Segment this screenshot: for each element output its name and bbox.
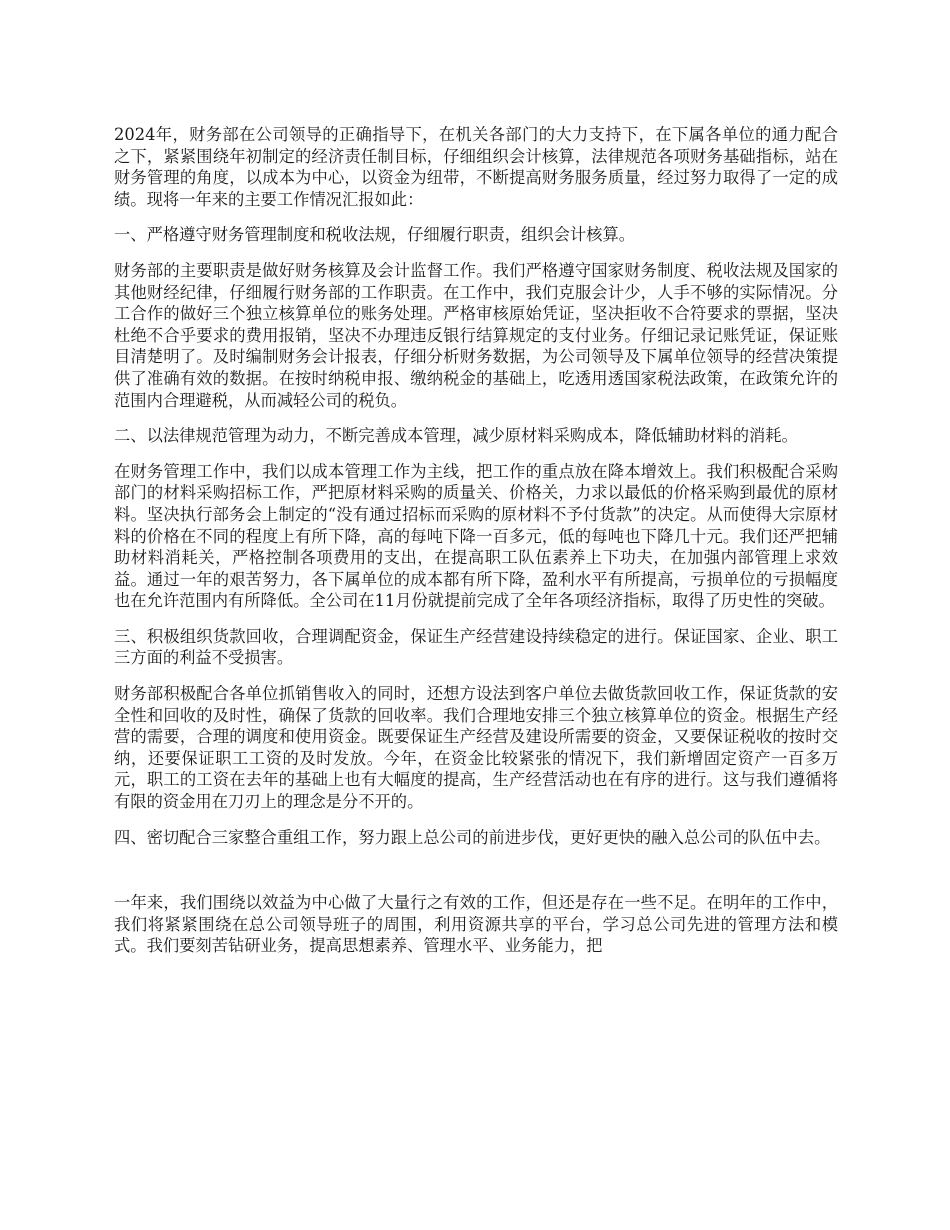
section-heading-3: 三、积极组织货款回收，合理调配资金，保证生产经营建设持续稳定的进行。保证国家、企业、职工三方面的利益不受损害。	[114, 626, 838, 668]
body-paragraph-2: 在财务管理工作中，我们以成本管理工作为主线，把工作的重点放在降本增效上。我们积极配合采购部门的材料采购招标工作，严把原材料采购的质量关、价格关，力求以最低的价格采购到最优的原材料。坚决执行部务会上制定的“没有通过招标而采购的原材料不予付货款”的决定。从而使得大宗原材料的价格在不同的程度上有所下降，高的每吨下降一百多元，低的每吨也下降几十元。我们还严把辅助材料消耗关，严格控制各项费用的支出，在提高职工队伍素养上下功夫，在加强内部管理上求效益。通过一年的艰苦努力，各下属单位的成本都有所下降，盈利水平有所提高，亏损单位的亏损幅度也在允许范围内有所降低。全公司在11月份就提前完成了全年各项经济指标，取得了历史性的突破。	[114, 461, 838, 611]
blank-space	[114, 862, 838, 892]
section-heading-4: 四、密切配合三家整合重组工作，努力跟上总公司的前进步伐，更好更快的融入总公司的队伍中去。	[114, 827, 831, 847]
closing-paragraph: 一年来，我们围绕以效益为中心做了大量行之有效的工作，但还是存在一些不足。在明年的工作中，我们将紧紧围绕在总公司领导班子的周围，利用资源共享的平台，学习总公司先进的管理方法和模式。我们要刻苦钻研业务，提高思想素养、管理水平、业务能力，把	[114, 893, 838, 956]
body-paragraph-3: 财务部积极配合各单位抓销售收入的同时，还想方设法到客户单位去做货款回收工作，保证货款的安全性和回收的及时性，确保了货款的回收率。我们合理地安排三个独立核算单位的资金。根据生产经营的需要，合理的调度和使用资金。既要保证生产经营及建设所需要的资金，又要保证税收的按时交纳，还要保证职工工资的及时发放。今年，在资金比较紧张的情况下，我们新增固定资产一百多万元，职工的工资在去年的基础上也有大幅度的提高，生产经营活动也在有序的进行。这与我们遵循将有限的资金用在刀刃上的理念是分不开的。	[114, 684, 838, 812]
section-heading-1: 一、严格遵守财务管理制度和税收法规，仔细履行职责，组织会计核算。	[114, 225, 636, 245]
intro-paragraph: 2024年，财务部在公司领导的正确指导下，在机关各部门的大力支持下，在下属各单位的通力配合之下，紧紧围绕年初制定的经济责任制目标，仔细组织会计核算，法律规范各项财务基础指标，站在财务管理的角度，以成本为中心，以资金为纽带，不断提高财务服务质量，经过努力取得了一定的成绩。现将一年来的主要工作情况汇报如此：	[114, 125, 838, 209]
document-body	[114, 124, 838, 971]
body-paragraph-1: 财务部的主要职责是做好财务核算及会计监督工作。我们严格遵守国家财务制度、税收法规及国家的其他财经纪律，仔细履行财务部的工作职责。在工作中，我们克服会计少，人手不够的实际情况。分工合作的做好三个独立核算单位的账务处理。严格审核原始凭证，坚决拒收不合符要求的票据，坚决杜绝不合乎要求的费用报销，坚决不办理违反银行结算规定的支付业务。仔细记录记账凭证，保证账目清楚明了。及时编制财务会计报表，仔细分析财务数据，为公司领导及下属单位领导的经营决策提供了准确有效的数据。在按时纳税申报、缴纳税金的基础上，吃透用透国家税法政策，在政策允许的范围内合理避税，从而减轻公司的税负。	[114, 260, 838, 410]
section-heading-2: 二、以法律规范管理为动力，不断完善成本管理，减少原材料采购成本，降低辅助材料的消耗。	[114, 426, 798, 446]
